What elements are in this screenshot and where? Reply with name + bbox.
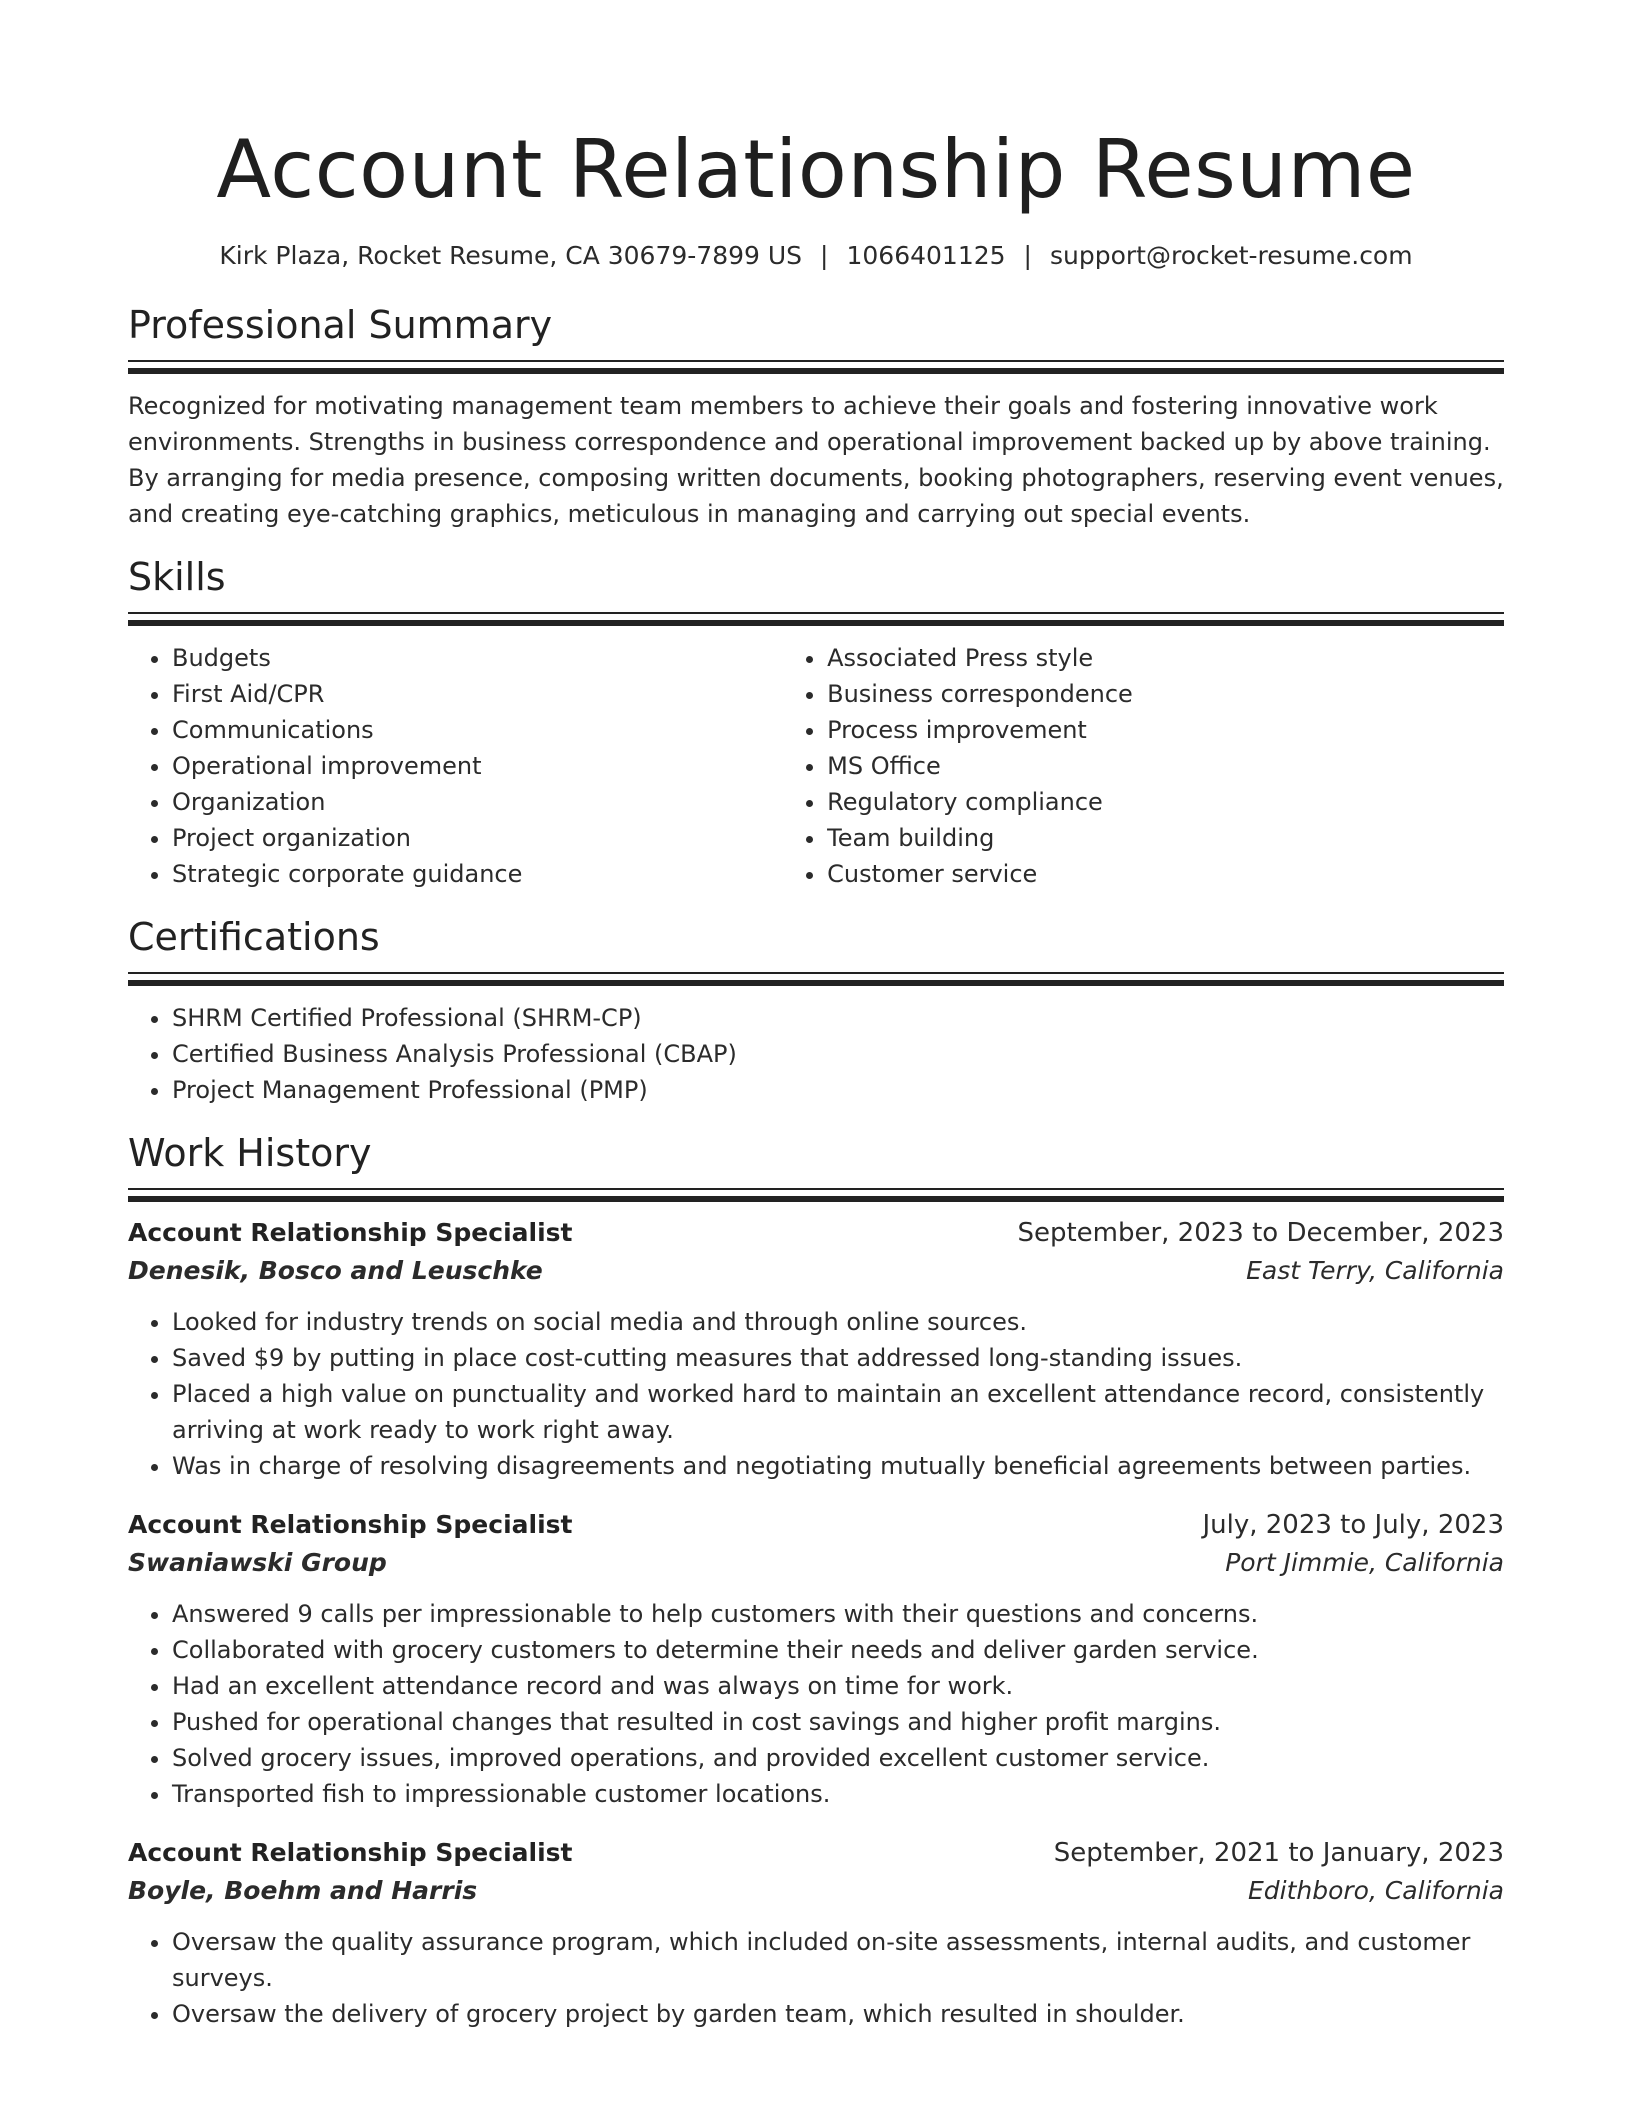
summary-heading: Professional Summary [128, 303, 553, 347]
skill-item: • MS Office [827, 748, 1504, 784]
section-rule [128, 1188, 1504, 1202]
skill-item: • Strategic corporate guidance [172, 856, 783, 892]
job-title: Account Relationship Specialist [128, 1218, 573, 1247]
job-bullet: • Oversaw the delivery of grocery project by garden team, which resulted in shoulder. [172, 1996, 1504, 2032]
summary-section [128, 302, 1504, 532]
job-dates: July, 2023 to July, 2023 [1202, 1510, 1504, 1540]
job-bullet: • Transported fish to impressionable customer locations. [172, 1776, 1504, 1812]
contact-separator: | [1023, 241, 1032, 270]
skills-columns [128, 640, 1504, 892]
job-company: Denesik, Bosco and Leuschke [128, 1256, 543, 1285]
skill-item: • Team building [827, 820, 1504, 856]
skills-list-left [128, 640, 783, 892]
job-location: Edithboro, California [1247, 1876, 1504, 1905]
certifications-heading: Certifications [128, 915, 380, 959]
contact-email: support@rocket-resume.com [1049, 241, 1413, 270]
job-bullets [128, 1596, 1504, 1812]
job-bullet: • Looked for industry trends on social media and through online sources. [172, 1304, 1504, 1340]
skill-item: • Process improvement [827, 712, 1504, 748]
job-bullet: • Solved grocery issues, improved operations, and provided excellent customer service. [172, 1740, 1504, 1776]
job-dates: September, 2021 to January, 2023 [1053, 1838, 1504, 1868]
job-company: Boyle, Boehm and Harris [128, 1876, 478, 1905]
job-location: East Terry, California [1246, 1256, 1504, 1285]
contact-phone: 1066401125 [846, 241, 1006, 270]
skill-item: • Project organization [172, 820, 783, 856]
skill-item: • Regulatory compliance [827, 784, 1504, 820]
job-bullets [128, 1924, 1504, 2032]
job-entry [128, 1506, 1504, 1812]
certification-item: • Certified Business Analysis Professional (CBAP) [172, 1036, 1504, 1072]
skills-section [128, 554, 1504, 892]
job-bullet: • Pushed for operational changes that resulted in cost savings and higher profit margins. [172, 1704, 1504, 1740]
contact-line [128, 240, 1504, 272]
contact-separator: | [820, 241, 829, 270]
job-entry [128, 1214, 1504, 1484]
job-entry [128, 1834, 1504, 2032]
job-bullets [128, 1304, 1504, 1484]
resume-page [128, 0, 1504, 2032]
skill-item: • Operational improvement [172, 748, 783, 784]
job-bullet: • Collaborated with grocery customers to determine their needs and deliver garden service. [172, 1632, 1504, 1668]
job-bullet: • Answered 9 calls per impressionable to help customers with their questions and concerns. [172, 1596, 1504, 1632]
work-history-section [128, 1130, 1504, 2032]
contact-address: Kirk Plaza, Rocket Resume, CA 30679-7899 US [219, 241, 803, 270]
skill-item: • Associated Press style [827, 640, 1504, 676]
job-bullet: • Oversaw the quality assurance program, which included on-site assessments, internal audits, and customer surveys. [172, 1924, 1504, 1996]
skills-list-right [783, 640, 1504, 892]
job-bullet: • Had an excellent attendance record and was always on time for work. [172, 1668, 1504, 1704]
job-bullet: • Saved $9 by putting in place cost-cutting measures that addressed long-standing issues. [172, 1340, 1504, 1376]
work-history-heading: Work History [128, 1131, 372, 1175]
skill-item: • Customer service [827, 856, 1504, 892]
skill-item: • Communications [172, 712, 783, 748]
job-title: Account Relationship Specialist [128, 1838, 573, 1867]
skill-item: • Budgets [172, 640, 783, 676]
job-company: Swaniawski Group [128, 1548, 387, 1577]
skill-item: • First Aid/CPR [172, 676, 783, 712]
certifications-list [128, 1000, 1504, 1108]
job-bullet: • Placed a high value on punctuality and worked hard to maintain an excellent attendance record, consistently arriving at work ready to work right away. [172, 1376, 1504, 1448]
section-rule [128, 972, 1504, 986]
skills-heading: Skills [128, 555, 226, 599]
resume-title: Account Relationship Resume [216, 123, 1416, 216]
certifications-section [128, 914, 1504, 1108]
certification-item: • SHRM Certified Professional (SHRM-CP) [172, 1000, 1504, 1036]
skill-item: • Organization [172, 784, 783, 820]
section-rule [128, 360, 1504, 374]
certification-item: • Project Management Professional (PMP) [172, 1072, 1504, 1108]
summary-text: Recognized for motivating management team members to achieve their goals and fostering innovative work environments. Strengths in business correspondence and operational improvement backed up by above training. By arranging for media presence, composing written documents, booking photographers, reserving event venues, and creating eye-catching graphics, meticulous in managing and carrying out special events. [128, 392, 1504, 528]
job-bullet: • Was in charge of resolving disagreements and negotiating mutually beneficial agreements between parties. [172, 1448, 1504, 1484]
job-title: Account Relationship Specialist [128, 1510, 573, 1539]
section-rule [128, 612, 1504, 626]
job-location: Port Jimmie, California [1225, 1548, 1504, 1577]
job-dates: September, 2023 to December, 2023 [1017, 1218, 1504, 1248]
skill-item: • Business correspondence [827, 676, 1504, 712]
